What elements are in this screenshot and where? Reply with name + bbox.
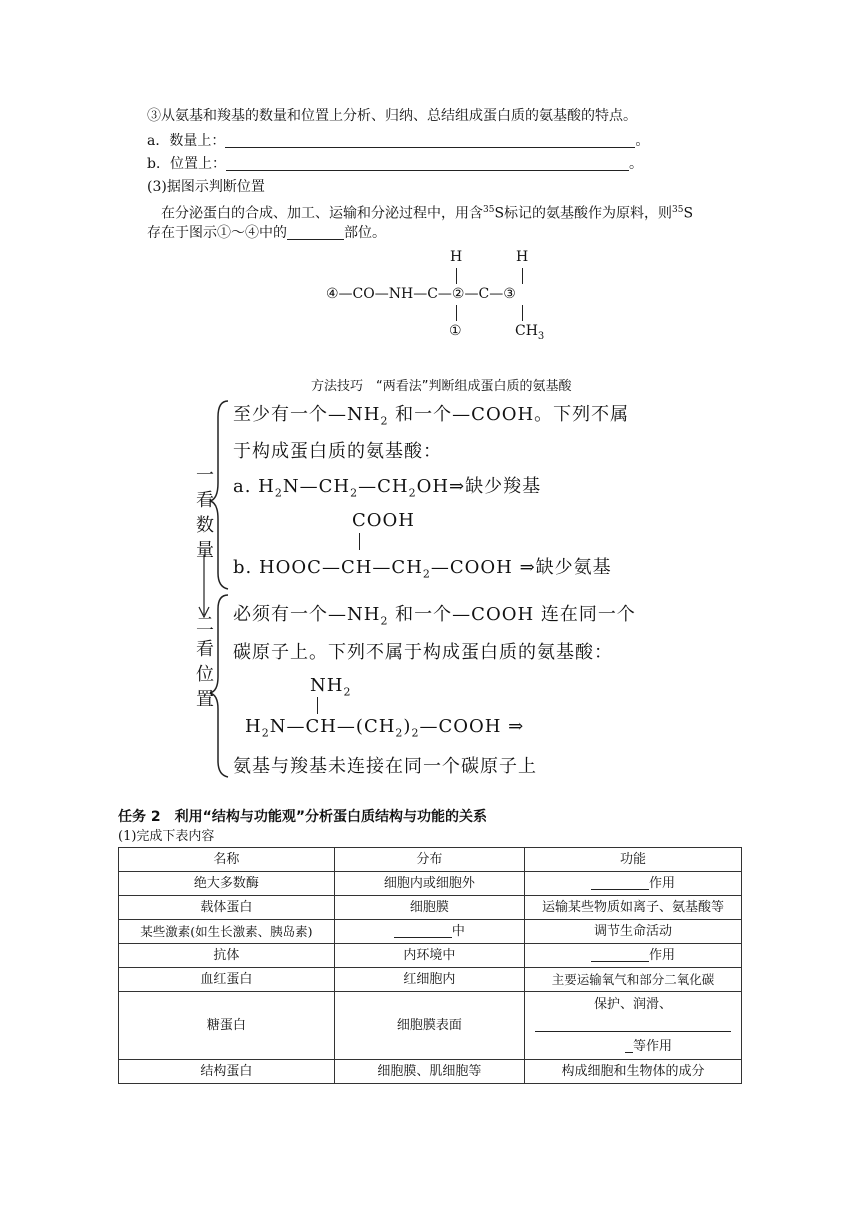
method-line-8: 氨基与羧基未连接在同一个碳原子上 bbox=[233, 756, 537, 777]
answer-blank[interactable] bbox=[591, 947, 649, 962]
task2-title: 任务 2 利用“结构与功能观”分析蛋白质结构与功能的关系 bbox=[118, 809, 488, 825]
table-row: 结构蛋白 细胞膜、肌细胞等 构成细胞和生物体的成分 bbox=[119, 1060, 742, 1084]
method-line-3: a. $H_2N—CH_2—CH_2OH\Rightarrow$缺少羧基 bbox=[233, 476, 542, 500]
carbon-2: C bbox=[478, 286, 490, 302]
method-line-4: b. $HOOC—CH—CH_2—COOH$ ⇒缺少氨基 bbox=[233, 557, 612, 581]
chain-part3: —③ bbox=[489, 286, 516, 302]
text2-line2: 存在于图示①～④中的 bbox=[147, 225, 287, 241]
chain-part2: —②— bbox=[437, 286, 479, 302]
table-row: 糖蛋白 细胞膜表面 保护、润滑、 等作用 bbox=[119, 992, 742, 1060]
chain-part1: ④—CO—NH— bbox=[326, 286, 428, 302]
sup-35-b: 35 bbox=[672, 205, 684, 215]
answer-blank[interactable] bbox=[535, 1017, 731, 1032]
table-header-row bbox=[119, 848, 742, 872]
text2-pre: S bbox=[683, 205, 694, 222]
sup-35-a: 35 bbox=[483, 205, 495, 215]
part-blank[interactable] bbox=[287, 225, 344, 240]
answer-blank[interactable] bbox=[394, 923, 452, 938]
bond-r2 bbox=[522, 305, 523, 321]
quantity-end: 。 bbox=[635, 133, 650, 149]
position-line bbox=[147, 155, 643, 173]
header-name: 名称 bbox=[119, 848, 335, 872]
quantity-label: a．数量上： bbox=[147, 133, 226, 149]
bond-cooh bbox=[359, 533, 360, 550]
group-1: ① bbox=[449, 323, 462, 339]
side-label-1: 一 看 数 量 bbox=[196, 465, 214, 561]
methyl-group: $CH_3$ bbox=[515, 323, 545, 342]
nh2-group: $NH_2$ bbox=[310, 675, 352, 699]
bond-h2 bbox=[522, 268, 523, 284]
answer-blank[interactable] bbox=[625, 1038, 633, 1053]
position-end: 。 bbox=[628, 156, 643, 172]
table-row: 抗体 内环境中 作用 bbox=[119, 944, 742, 968]
text1-pre: 在分泌蛋白的合成、加工、运输和分泌过程中，用含 bbox=[161, 205, 483, 222]
structure-main-chain bbox=[326, 286, 516, 302]
header-distribution: 分布 bbox=[334, 848, 524, 872]
method-line-6: 碳原子上。下列不属于构成蛋白质的氨基酸： bbox=[233, 642, 613, 663]
side-label-2: 二 看 位 置 bbox=[196, 614, 214, 710]
task2-subtitle: (1)完成下表内容 bbox=[118, 829, 215, 844]
method-line-1: 至少有一个$—NH_2$ 和一个—COOH。下列不属 bbox=[233, 404, 630, 428]
section3-title: (3)据图示判断位置 bbox=[147, 179, 265, 195]
section3-text2 bbox=[147, 224, 386, 242]
method-line-7: $H_2N—CH—(CH_2)_2—COOH$ ⇒ bbox=[245, 716, 525, 740]
bond-nh2 bbox=[317, 697, 318, 714]
h-atom-1: H bbox=[450, 249, 463, 265]
table-row: 载体蛋白 细胞膜 运输某些物质如离子、氨基酸等 bbox=[119, 896, 742, 920]
bond-r1 bbox=[456, 305, 457, 321]
quantity-line bbox=[147, 132, 649, 150]
bond-h1 bbox=[456, 268, 457, 284]
section3-text1 bbox=[161, 201, 693, 223]
carbon-1: C bbox=[427, 286, 438, 302]
table-row: 血红蛋白 红细胞内 主要运输氧气和部分二氧化碳 bbox=[119, 968, 742, 992]
quantity-blank[interactable] bbox=[225, 133, 635, 148]
paragraph-intro: ③从氨基和羧基的数量和位置上分析、归纳、总结组成蛋白质的氨基酸的特点。 bbox=[147, 108, 637, 124]
method-title: 方法技巧 “两看法”判断组成蛋白质的氨基酸 bbox=[311, 379, 572, 394]
protein-function-table bbox=[118, 847, 742, 1084]
cooh-group: COOH bbox=[352, 510, 415, 531]
table-row: 绝大多数酶 细胞内或细胞外 作用 bbox=[119, 872, 742, 896]
h-atom-2: H bbox=[516, 249, 529, 265]
answer-blank[interactable] bbox=[591, 875, 649, 890]
method-line-5: 必须有一个$—NH_2$ 和一个—COOH 连在同一个 bbox=[233, 604, 636, 628]
position-blank[interactable] bbox=[226, 156, 629, 171]
header-function: 功能 bbox=[525, 848, 742, 872]
position-label: b．位置上： bbox=[147, 156, 226, 172]
text2-end: 部位。 bbox=[344, 225, 386, 241]
table-row: 某些激素(如生长激素、胰岛素) 中 调节生命活动 bbox=[119, 920, 742, 944]
method-line-2: 于构成蛋白质的氨基酸： bbox=[233, 441, 442, 462]
text1-mid: S标记的氨基酸作为原料，则 bbox=[494, 205, 673, 222]
